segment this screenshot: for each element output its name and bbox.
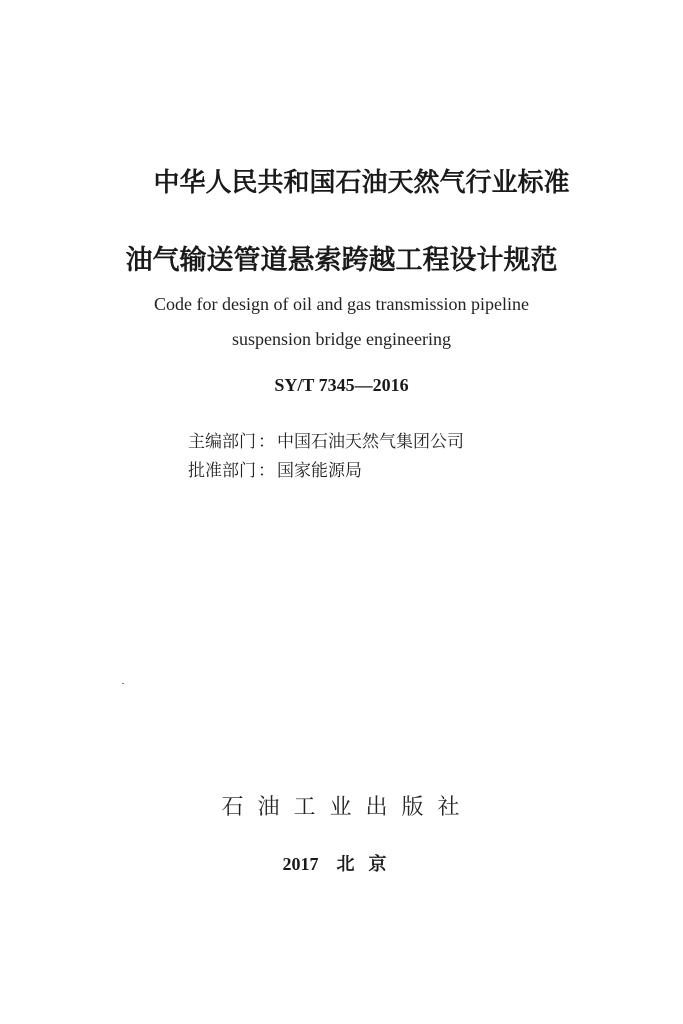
department-label: 批准部门	[188, 461, 256, 481]
chinese-title: 油气输送管道悬索跨越工程设计规范	[125, 245, 558, 276]
department-value: 国家能源局	[277, 461, 362, 481]
department-separator: ：	[258, 432, 275, 452]
publisher-name: 石油工业出版社	[221, 795, 474, 820]
chief-editing-department	[188, 427, 464, 452]
publication-city: 北京	[336, 854, 401, 875]
department-label: 主编部门	[188, 432, 256, 452]
scan-speck	[122, 683, 124, 684]
department-value: 中国石油天然气集团公司	[277, 432, 464, 452]
english-title-line-1: Code for design of oil and gas transmission pipeline	[154, 294, 529, 314]
english-title-line-2: suspension bridge engineering	[232, 329, 451, 349]
approving-department	[188, 456, 362, 481]
department-separator: ：	[258, 461, 275, 481]
standard-category: 中华人民共和国石油天然气行业标准	[153, 168, 570, 198]
standard-number: SY/T 7345—2016	[274, 375, 409, 395]
publication-year: 2017	[282, 854, 319, 874]
publication-info	[0, 850, 683, 876]
